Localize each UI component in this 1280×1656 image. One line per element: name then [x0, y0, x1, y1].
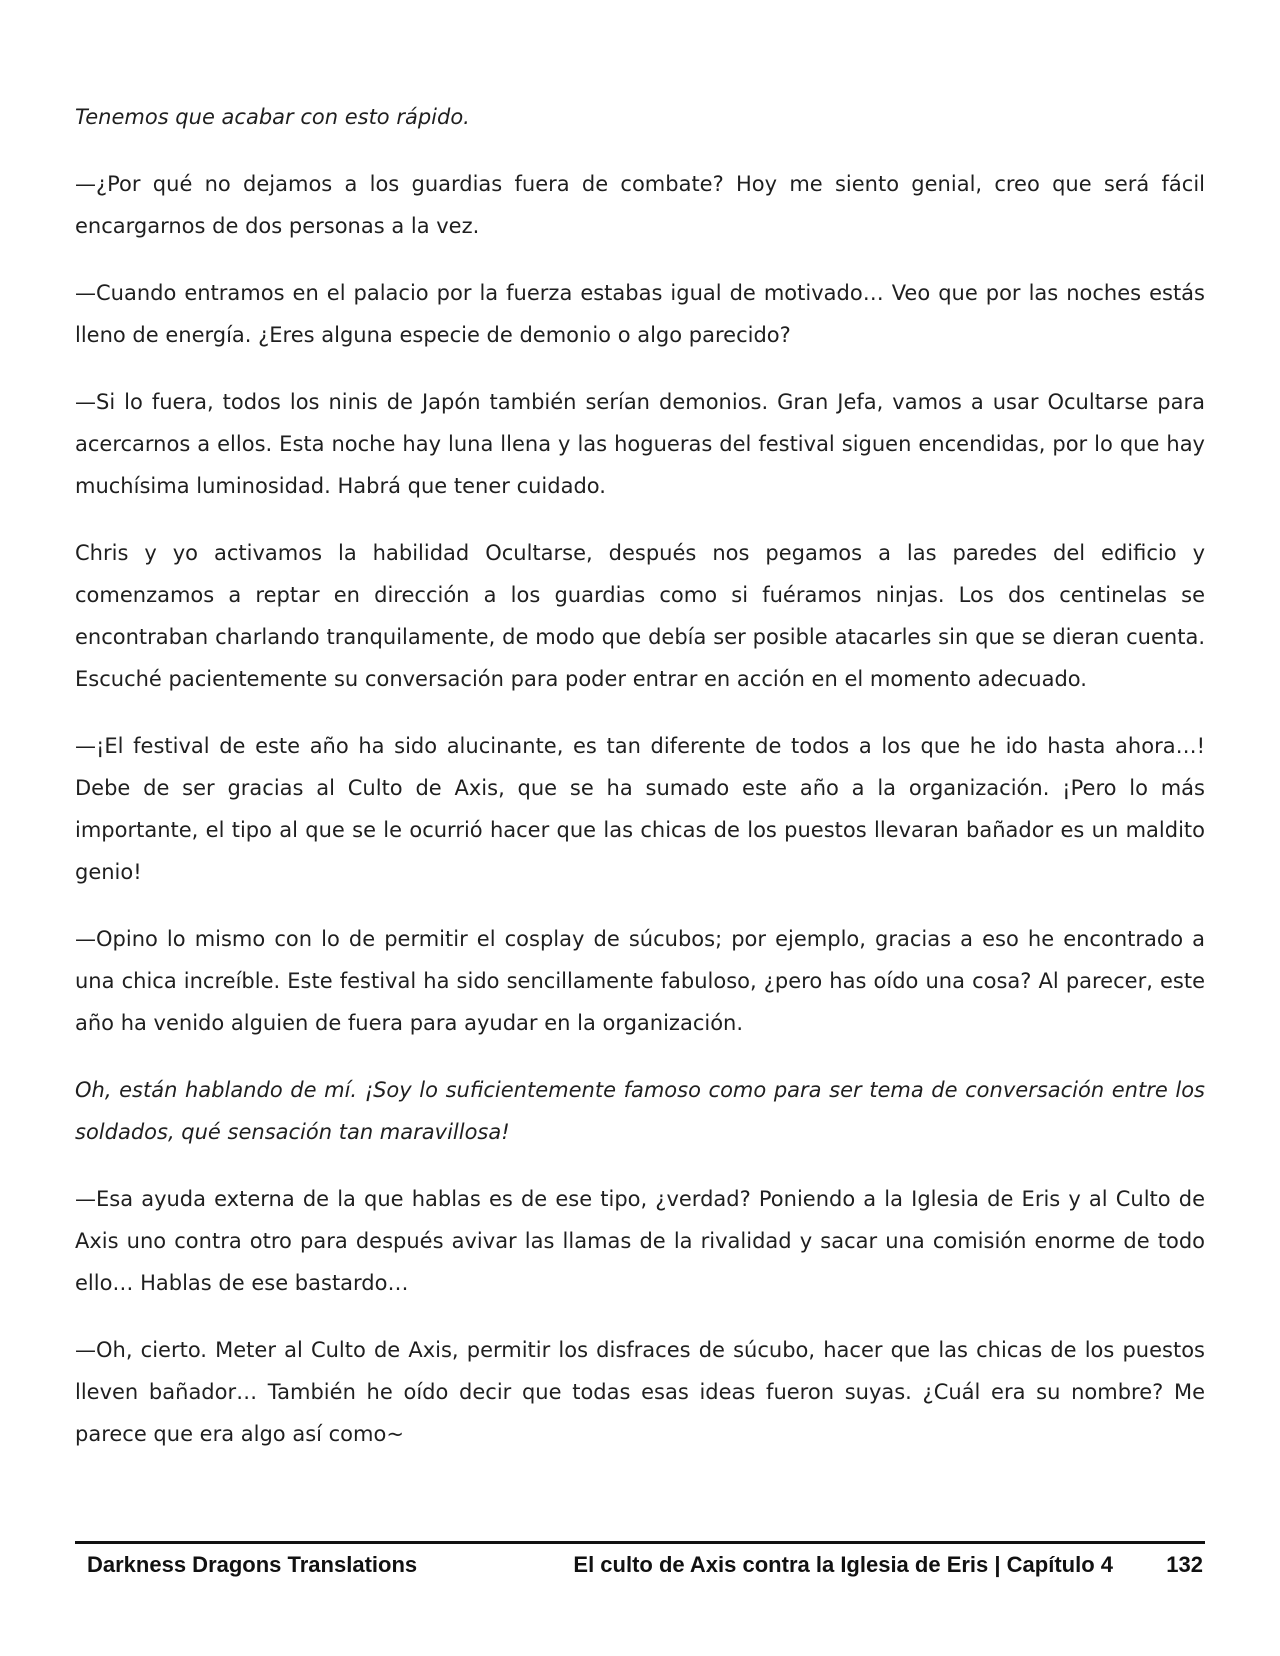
footer-divider — [75, 1541, 1205, 1544]
paragraph-7: —Opino lo mismo con lo de permitir el cosplay de súcubos; por ejemplo, gracias a eso he encontrado a una chica increíble. Este festival ha sido sencillamente fabuloso, ¿pero has oído una cosa? Al parecer, este año ha venido alguien de fuera para ayudar en la organización. — [75, 927, 1205, 1035]
paragraph-10: —Oh, cierto. Meter al Culto de Axis, permitir los disfraces de súcubo, hacer que las chicas de los puestos lleven bañador… También he oído decir que todas esas ideas fueron suyas. ¿Cuál era su nombre? Me parece que era algo así como~ — [75, 1338, 1205, 1446]
paragraph-8: Oh, están hablando de mí. ¡Soy lo suficientemente famoso como para ser tema de conversación entre los soldados, qué sensación tan maravillosa! — [75, 1078, 1205, 1144]
page-body — [75, 96, 1205, 1480]
page-footer — [75, 1552, 1205, 1588]
paragraph-4: —Si lo fuera, todos los ninis de Japón también serían demonios. Gran Jefa, vamos a usar Ocultarse para acercarnos a ellos. Esta noche hay luna llena y las hogueras del festival siguen encendidas, por lo que hay muchísima luminosidad. Habrá que tener cuidado. — [75, 390, 1205, 498]
paragraph-1: Tenemos que acabar con esto rápido. — [75, 105, 470, 129]
footer-publisher: Darkness Dragons Translations — [87, 1552, 418, 1577]
paragraph-6: —¡El festival de este año ha sido alucinante, es tan diferente de todos a los que he ido hasta ahora…! Debe de ser gracias al Culto de Axis, que se ha sumado este año a la organización. ¡Pero lo más importante, el tipo al que se le ocurrió hacer que las chicas de los puestos llevaran bañador es un maldito genio! — [75, 734, 1205, 884]
paragraph-5: Chris y yo activamos la habilidad Ocultarse, después nos pegamos a las paredes del edificio y comenzamos a reptar en dirección a los guardias como si fuéramos ninjas. Los dos centinelas se encontraban charlando tranquilamente, de modo que debía ser posible atacarles sin que se dieran cuenta. Escuché pacientemente su conversación para poder entrar en acción en el momento adecuado. — [75, 541, 1205, 691]
footer-book-chapter: El culto de Axis contra la Iglesia de Eris | Capítulo 4 — [573, 1552, 1113, 1577]
paragraph-3: —Cuando entramos en el palacio por la fuerza estabas igual de motivado… Veo que por las noches estás lleno de energía. ¿Eres alguna especie de demonio o algo parecido? — [75, 281, 1205, 347]
paragraph-9: —Esa ayuda externa de la que hablas es de ese tipo, ¿verdad? Poniendo a la Iglesia de Eris y al Culto de Axis uno contra otro para después avivar las llamas de la rivalidad y sacar una comisión enorme de todo ello… Hablas de ese bastardo… — [75, 1187, 1205, 1295]
paragraph-2: —¿Por qué no dejamos a los guardias fuera de combate? Hoy me siento genial, creo que será fácil encargarnos de dos personas a la vez. — [75, 172, 1205, 238]
page-number: 132 — [1166, 1552, 1203, 1577]
